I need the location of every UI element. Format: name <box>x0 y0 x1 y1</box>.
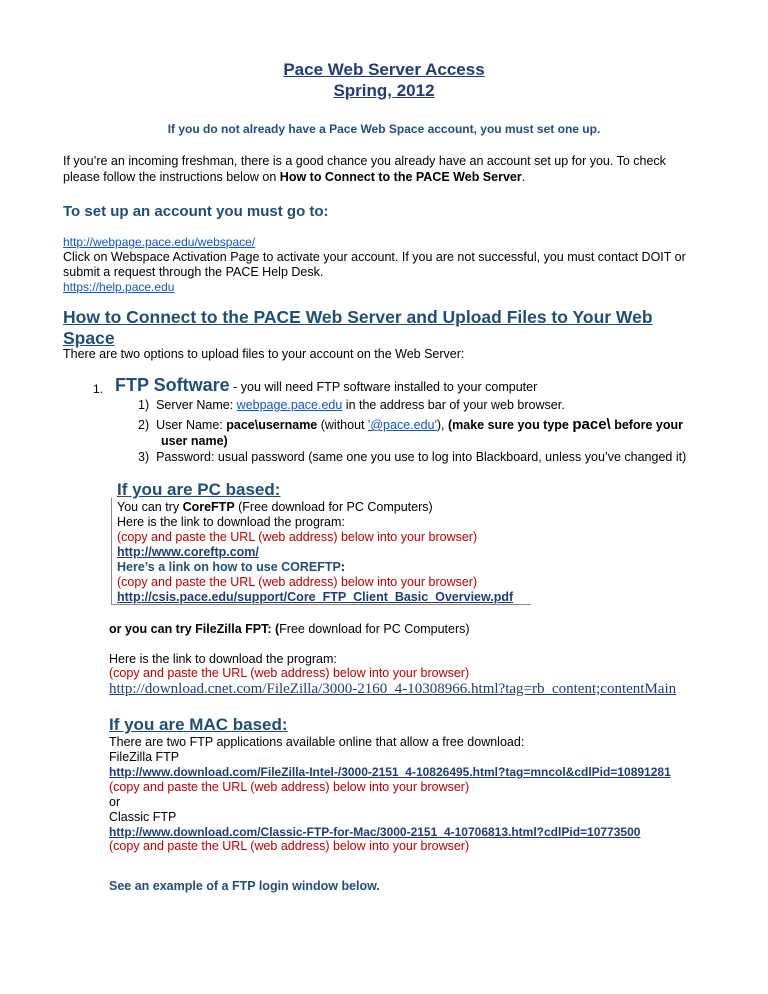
pc-copy-note-2: (copy and paste the URL (web address) below into your browser) <box>117 575 478 589</box>
coreftp-link[interactable]: http://www.coreftp.com/ <box>117 545 259 559</box>
item-text-end: in the address bar of your web browser. <box>342 398 565 412</box>
ftp-number: 1. <box>93 382 104 396</box>
document-title: Pace Web Server Access <box>283 60 485 79</box>
ftp-title: FTP Software <box>115 375 230 395</box>
mac-app-1: FileZilla FTP <box>109 750 180 764</box>
pc-link-intro: Here is the link to download the program: <box>117 515 345 529</box>
domain-exclusion: '@pace.edu' <box>367 418 437 432</box>
pc-try-line <box>117 499 433 515</box>
webspace-link[interactable]: http://webpage.pace.edu/webspace/ <box>63 235 256 249</box>
notice-text: If you do not already have a Pace Web Space account, you must set one up. <box>167 122 601 136</box>
pc-block-border-bottom <box>111 604 531 606</box>
setup-heading: To set up an account you must go to: <box>63 203 329 220</box>
mac-filezilla-link[interactable]: http://www.download.com/FileZilla-Intel-/3000-2151_4-10826495.html?tag=mncol&cdlPid=10891281 <box>109 765 671 779</box>
username-note: (make sure you type <box>448 418 573 432</box>
item-number: 2) <box>138 418 150 432</box>
ftp-item-3 <box>138 449 686 465</box>
pc-copy-note-1: (copy and paste the URL (web address) below into your browser) <box>117 530 478 544</box>
pc-block-border <box>111 498 113 604</box>
connect-heading-line-2: Space <box>63 328 115 348</box>
pc-link-intro-2: Here is the link to download the program: <box>109 652 337 666</box>
cnet-filezilla-link[interactable]: http://download.cnet.com/FileZilla/3000-2160_4-10308966.html?tag=rb_content;contentMain <box>109 681 677 697</box>
ftp-desc: - you will need FTP software installed to your computer <box>229 380 538 394</box>
intro-bold: How to Connect to the PACE Web Server <box>279 170 522 184</box>
pc-howto-line <box>117 559 345 575</box>
example-note: See an example of a FTP login window below. <box>109 879 380 893</box>
ftp-item-2 <box>138 417 683 433</box>
item-text-mid: (without <box>317 418 368 432</box>
mac-app-2: Classic FTP <box>109 810 177 824</box>
intro-line-2 <box>63 169 525 185</box>
filezilla-note: Free download for PC Computers) <box>279 622 470 636</box>
item-number: 3) <box>138 450 150 464</box>
help-desk-link[interactable]: https://help.pace.edu <box>63 280 175 294</box>
username-format: pace\username <box>226 418 318 432</box>
connect-heading-line-1: How to Connect to the PACE Web Server and Upload Files to Your Web <box>63 307 653 327</box>
setup-line-2: submit a request through the PACE Help Desk. <box>63 265 324 279</box>
pc-or-line <box>109 621 470 637</box>
intro-line-1: If you’re an incoming freshman, there is a good chance you already have an account set up for you. To check <box>63 154 666 168</box>
ftp-title-line <box>115 375 537 396</box>
document-subtitle: Spring, 2012 <box>333 81 435 100</box>
item-number: 1) <box>138 398 150 412</box>
username-note-end: before your <box>610 418 683 432</box>
pc-try-note: (Free download for PC Computers) <box>234 500 433 514</box>
pc-howto-text: Here’s a link on how to use COREFTP <box>117 560 341 574</box>
mac-classicftp-link[interactable]: http://www.download.com/Classic-FTP-for-Mac/3000-2151_4-10706813.html?cdlPid=10773500 <box>109 825 641 839</box>
setup-line-1: Click on Webspace Activation Page to activate your account. If you are not successful, you must contact DOIT or <box>63 250 686 264</box>
intro-period: . <box>521 170 526 184</box>
mac-copy-note-1: (copy and paste the URL (web address) below into your browser) <box>109 780 470 794</box>
coreftp-howto-link[interactable]: http://csis.pace.edu/support/Core_FTP_Client_Basic_Overview.pdf <box>117 590 514 604</box>
pc-copy-note-3: (copy and paste the URL (web address) below into your browser) <box>109 666 470 680</box>
pc-heading: If you are PC based: <box>117 480 281 499</box>
mac-heading: If you are MAC based: <box>109 715 288 734</box>
ftp-item-2-cont: user name) <box>161 434 228 448</box>
pc-howto-colon: : <box>340 560 346 574</box>
filezilla-try: or you can try FileZilla FPT: ( <box>109 622 280 636</box>
item-text: Password: usual password (same one you use to log into Blackboard, unless you’ve changed it) <box>156 450 687 464</box>
mac-or: or <box>109 795 121 809</box>
intro-text: please follow the instructions below on <box>63 170 280 184</box>
item-text-mid2: ), <box>436 418 448 432</box>
item-text: User Name: <box>156 418 227 432</box>
pace-prefix: pace\ <box>572 416 611 433</box>
mac-line-1: There are two FTP applications available online that allow a free download: <box>109 735 525 749</box>
coreftp-name: CoreFTP <box>182 500 235 514</box>
connect-subtext: There are two options to upload files to your account on the Web Server: <box>63 347 465 361</box>
server-name-link[interactable]: webpage.pace.edu <box>236 398 343 412</box>
pc-try-text: You can try <box>117 500 183 514</box>
mac-copy-note-2: (copy and paste the URL (web address) below into your browser) <box>109 839 470 853</box>
item-text: Server Name: <box>156 398 237 412</box>
ftp-item-1 <box>138 397 565 413</box>
